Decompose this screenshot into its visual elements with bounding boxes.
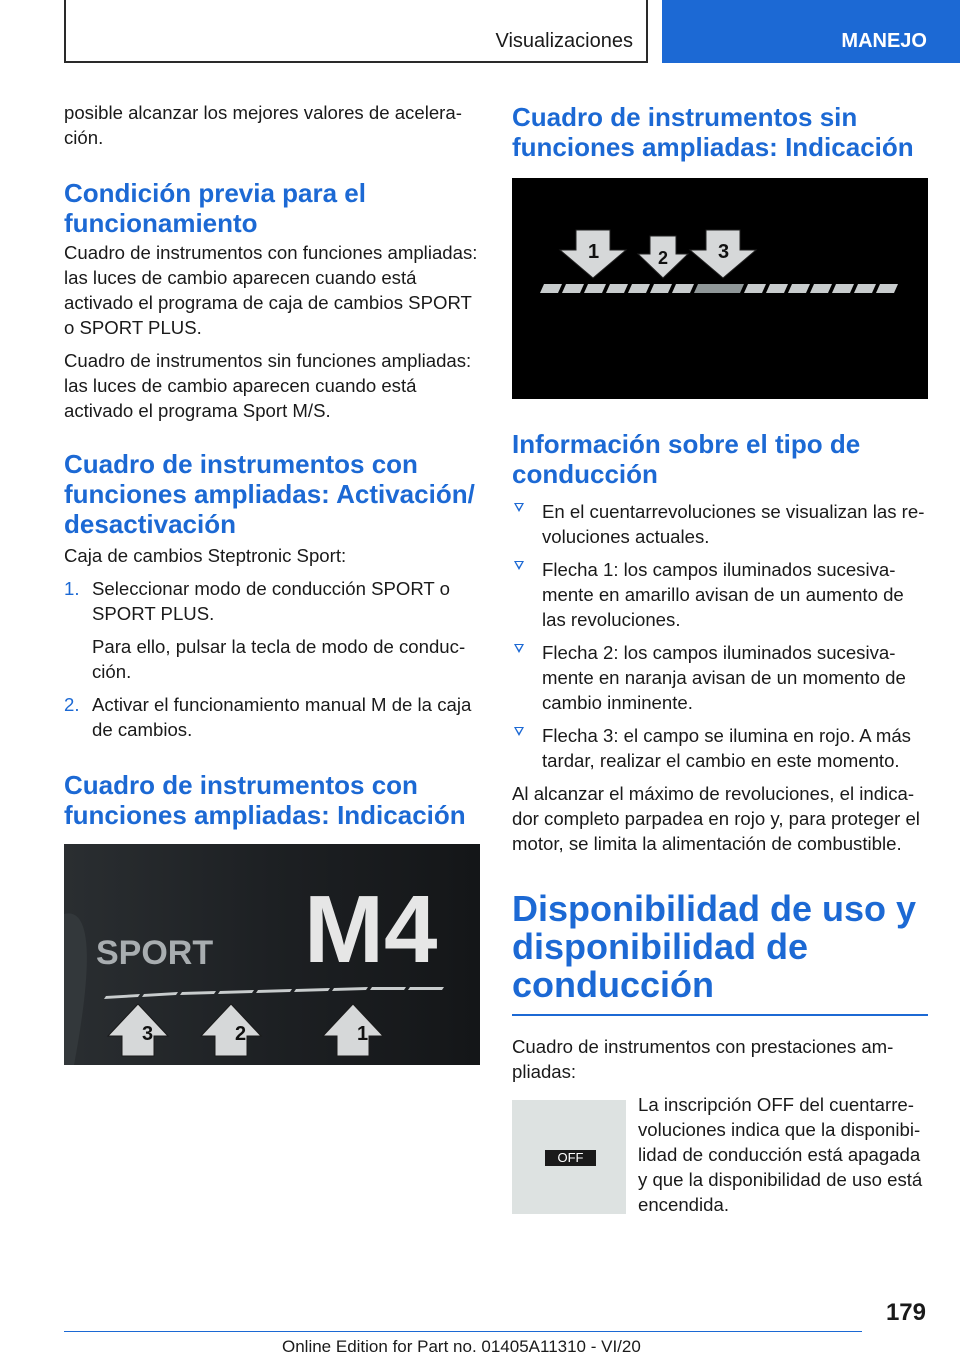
paragraph-con-funciones: Cuadro de instrumentos con funciones ampliadas: las luces de cambio aparecen cuando está activado el programa de caja de cambios SPORT o SPORT PLUS. bbox=[64, 242, 478, 338]
shift-lights-image bbox=[512, 178, 928, 399]
edition-footer: Online Edition for Part no. 01405A11310 - VI/20 bbox=[282, 1337, 641, 1356]
heading-disponibilidad: Disponibilidad de uso y disponibilidad de conducción bbox=[512, 890, 928, 1016]
heading-indicacion-ampliadas: Cuadro de instrumentos con funciones ampliadas: Indicación bbox=[64, 770, 466, 830]
step-text: Seleccionar modo de conducción SPORT o SPORT PLUS. bbox=[92, 578, 450, 624]
step-item bbox=[64, 576, 480, 684]
heading-activacion: Cuadro de instrumentos con funciones ampliadas: Activación/ desactivación bbox=[64, 449, 475, 539]
off-indicator-image bbox=[512, 1100, 626, 1214]
step-number: 2. bbox=[64, 694, 80, 715]
heading-condicion-previa: Condición previa para el funcionamiento bbox=[64, 178, 366, 238]
header-section-title: Visualizaciones bbox=[495, 30, 633, 52]
step-item bbox=[64, 692, 480, 742]
triangle-bullet-icon bbox=[514, 727, 524, 736]
heading-indicacion-sin: Cuadro de instrumentos sin funciones ampliadas: Indicación bbox=[512, 102, 914, 162]
info-bullets bbox=[512, 499, 928, 773]
paragraph-sin-funciones: Cuadro de instrumentos sin funciones ampliadas: las luces de cambio aparecen cuando está activado el programa Sport M/S. bbox=[64, 350, 472, 421]
header-section-tab bbox=[64, 0, 648, 63]
arrow-label-1: 1 bbox=[588, 241, 600, 263]
steps-list bbox=[64, 576, 480, 742]
step-subtext: Para ello, pulsar la tecla de modo de conducción. bbox=[92, 636, 466, 682]
triangle-bullet-icon bbox=[514, 644, 524, 653]
step-text: Activar el funcionamiento manual M de la caja de cambios. bbox=[92, 694, 472, 740]
arrow-label-3: 3 bbox=[142, 1023, 154, 1045]
off-badge: OFF bbox=[545, 1150, 596, 1166]
off-indicator-row bbox=[512, 1092, 928, 1218]
paragraph-prestaciones: Cuadro de instrumentos con prestaciones ampliadas: bbox=[512, 1036, 894, 1082]
off-description: La inscripción OFF del cuentarrevoluciones indica que la disponibilidad de conducción está apagada y que la disponibilidad de uso está encendida. bbox=[638, 1094, 923, 1215]
arrow-label-3: 3 bbox=[718, 241, 730, 263]
triangle-bullet-icon bbox=[514, 503, 524, 512]
bullet-text: Flecha 3: el campo se ilumina en rojo. A más tardar, realizar el cambio en este momento. bbox=[542, 725, 911, 771]
bullet-item bbox=[512, 499, 928, 549]
bullet-text: En el cuentarrevoluciones se visualizan las revoluciones actuales. bbox=[542, 501, 925, 547]
left-column bbox=[64, 100, 480, 1065]
paragraph-caja-cambios: Caja de cambios Steptronic Sport: bbox=[64, 545, 347, 566]
step-number: 1. bbox=[64, 578, 80, 599]
footer-divider bbox=[64, 1331, 862, 1332]
triangle-bullet-icon bbox=[514, 561, 524, 570]
bullet-item bbox=[512, 640, 928, 715]
heading-info-conduccion: Información sobre el tipo de conducción bbox=[512, 429, 861, 489]
bullet-text: Flecha 1: los campos iluminados sucesivamente en amarillo avisan de un aumento de las revoluciones. bbox=[542, 559, 904, 630]
paragraph-maximo: Al alcanzar el máximo de revoluciones, el indicador completo parpadea en rojo y, para proteger el motor, se limita la alimentación de combustible. bbox=[512, 783, 920, 854]
bullet-item bbox=[512, 723, 928, 773]
arrow-label-2: 2 bbox=[658, 248, 669, 268]
bullet-item bbox=[512, 557, 928, 632]
right-column bbox=[512, 100, 928, 1218]
arrow-label-2: 2 bbox=[235, 1023, 247, 1045]
intro-paragraph: posible alcanzar los mejores valores de aceleración. bbox=[64, 102, 462, 148]
header-chapter-tab bbox=[662, 0, 960, 63]
sport-mode-label: SPORT bbox=[96, 934, 214, 972]
m4-cluster-image bbox=[64, 844, 480, 1065]
gear-indicator: M4 bbox=[304, 876, 438, 983]
page-number: 179 bbox=[885, 1299, 926, 1326]
arrow-label-1: 1 bbox=[357, 1023, 369, 1045]
header-chapter-title: MANEJO bbox=[841, 30, 927, 52]
bullet-text: Flecha 2: los campos iluminados sucesivamente en naranja avisan de un momento de cambio inminente. bbox=[542, 642, 906, 713]
